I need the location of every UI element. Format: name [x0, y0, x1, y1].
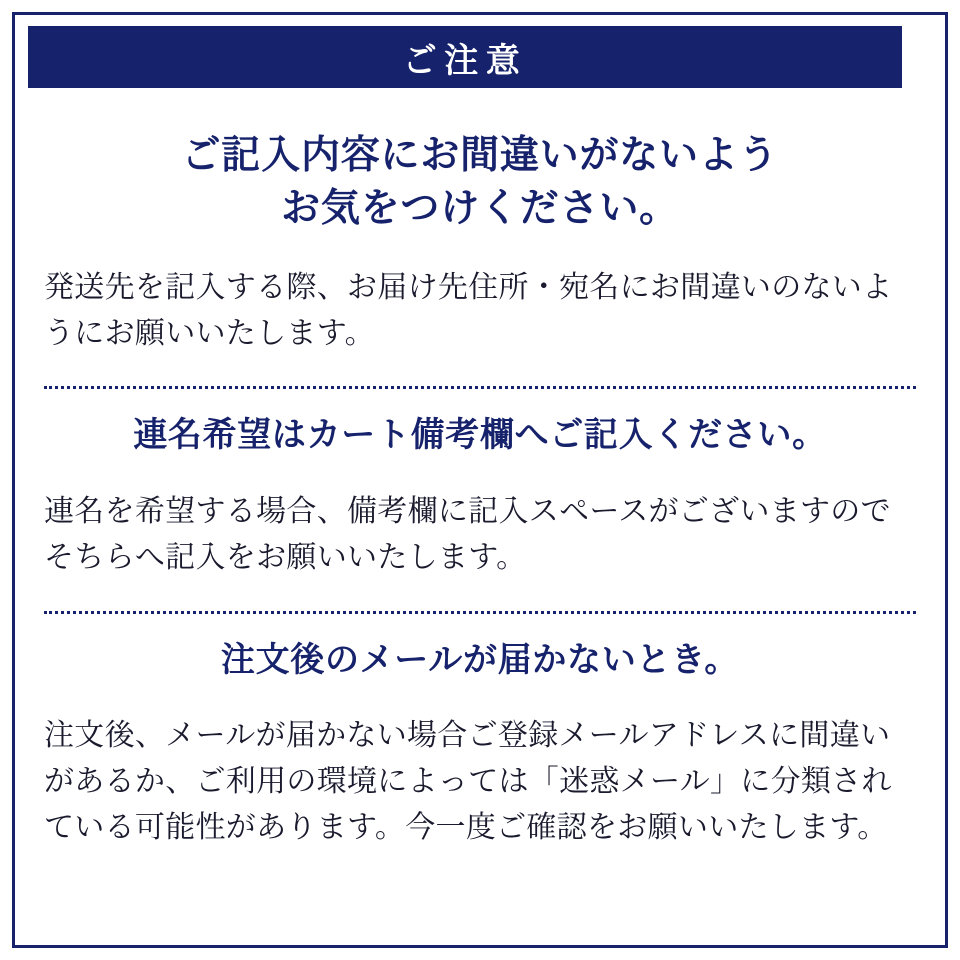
- section-divider-1: [44, 386, 916, 389]
- banner-title: ご注意: [402, 41, 528, 80]
- notice-content: [44, 112, 916, 880]
- section-address-check-headline: [44, 130, 916, 235]
- section-mail-not-arriving-body: 注文後、メールが届かない場合ご登録メールアドレスに間違いがあるか、ご利用の環境によっては「迷惑メール」に分類されている可能性があります。今一度ご確認をお願いいたします。: [44, 719, 892, 844]
- section-mail-not-arriving-headline: 注文後のメールが届かないとき。: [220, 640, 740, 679]
- headline-line-2: お気をつけください。: [281, 186, 679, 230]
- headline-line-1: ご記入内容にお間違いがないよう: [181, 134, 779, 177]
- section-mail-not-arriving: [44, 638, 916, 851]
- section-joint-name-body: 連名を希望する場合、備考欄に記入スペースがございますのでそちらへ記入をお願いいたします。: [44, 495, 891, 574]
- section-address-check: [44, 130, 916, 356]
- section-divider-2: [44, 611, 916, 614]
- notice-banner: [28, 26, 902, 88]
- section-joint-name: [44, 413, 916, 580]
- section-address-check-body: 発送先を記入する際、お届け先住所・宛名にお間違いのないようにお願いいたします。: [44, 271, 893, 350]
- section-joint-name-headline: 連名希望はカート備考欄へご記入ください。: [133, 416, 827, 455]
